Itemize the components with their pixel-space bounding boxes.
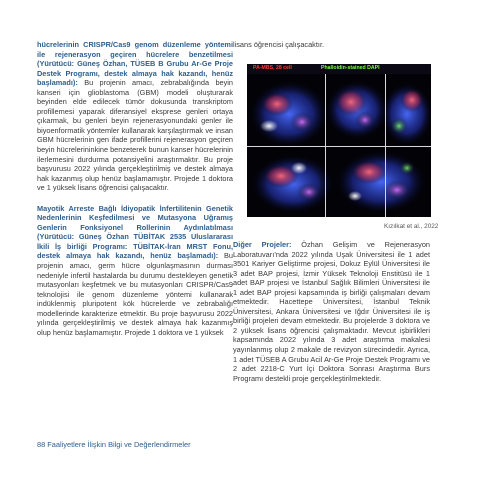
- left-column: [37, 40, 233, 337]
- right-column-bottom: [233, 240, 430, 383]
- project-body-glioblastoma: Bu projenin amacı, zebrabalığında beyin kanseri için glioblastoma (GBM) modeli oluşturarak beyinden elde edilecek tümör dokusunda transkriptom profillemesi yaparak diferansiyel eksprese genleri ortaya çıkarmak, bu genleri beyin rejenerasyonundaki genler ile biyoenformatik yöntemler kullanarak karşılaştırmak ve insan GBM hücrelerinin gen ifade profillerini rejenerasyon geçiren beyin hücrelerininkine benzeterek bunun kanser hücrelerinin ilerlemesini durdurma potansiyelini araştırmaktır. Bu proje başvurusu 2022 yılında gerçekleştirilmiş ve destek almaya hak kazanmış olup henüz başlamamıştır. Projede 1 doktora ve 1 yüksek lisans öğrencisi çalışacaktır.: [37, 78, 233, 193]
- figure-label-right: Phalloidin-stained DAPI: [321, 65, 380, 71]
- image-credit: Kızılkat et al., 2022: [384, 223, 439, 230]
- project-title-glioblastoma: hücrelerinin CRISPR/Cas9 genom düzenleme yöntemi ile rejenerasyon geçiren hücrelere benzetilmesi (Yürütücü: Güneş Özhan, TÜSEB B Grubu Ar-Ge Proje Destek Programı, destek almaya hak kazandı, henüz başlamadı):: [37, 40, 233, 88]
- page-footer: 88 Faaliyetlere İlişkin Bilgi ve Değerlendirmeler: [37, 440, 191, 449]
- figure-divider: [247, 146, 431, 147]
- project-body-infertility: Bu projenin amacı, germ hücre olgunlaşmasının durması nedeniyle infertil hastalarda bu durumu destekleyen genetik mutasyonları keşfetmek ve bu mutasyonları CRISPR/Cas9 teknolojisi ile genom düzenleme yöntemi kullanarak indüklenmiş pluripotent kök hücrelerde ve zebrabalığı modellerinde karakterize etmektir. Bu proje başvurusu 2022 yılında gerçekleştirilmiş ve destek almaya hak kazanmış olup henüz başlamamıştır. Projede 1 doktora ve 1 yüksek: [37, 251, 233, 337]
- microscopy-figure: [247, 64, 431, 217]
- project-body-other: Özhan Gelişim ve Rejenerasyon Laboratuvarı’nda 2022 yılında Uşak Üniversitesi ile 1 adet 3501 Kariyer Geliştirme projesi, Dokuz Eylül Üniversitesi ile 3 adet BAP projesi, İzmir Yüksek Teknoloji Enstitüsü ile 1 adet BAP projesi ve İstanbul Sağlık Bilimleri Üniversitesi ile 1 adet BAP projesi kapsamında iş birliği çalışmaları devam etmektedir. Hacettepe Üniversitesi, İstanbul Teknik Üniversitesi, Ankara Üniversitesi ve Iğdır Üniversitesi ile iş birliği projeleri devam etmektedir. Bu projelerde 3 doktora ve 2 yüksek lisans öğrencisi çalışmaktadır. Mevcut işbirlikleri kapsamında 2022 yılında 3 adet araştırma makalesi yayınlanmış olup 2 makale de revizyon sürecindedir. Ayrıca, 1 adet TÜSEB A Grubu Acil Ar-Ge Proje Destek Programı ve 2 adet 2218-C Yurt İçi Doktora Sonrası Araştırma Burs Programı destekli proje gerçekleştirilmektedir.: [233, 240, 430, 383]
- project-paragraph-glioblastoma: [37, 40, 233, 193]
- right-column-top: [233, 40, 430, 50]
- project-title-other: Diğer Projeler:: [233, 240, 292, 249]
- continued-line: lisans öğrencisi çalışacaktır.: [233, 40, 325, 49]
- project-paragraph-other: [233, 240, 430, 383]
- project-paragraph-infertility: [37, 204, 233, 338]
- project-title-infertility: Mayotik Arreste Bağlı İdiyopatik İnfertilitenin Genetik Nedenlerinin Keşfedilmesi ve Mutasyona Uğramış Genlerin Fonksiyonel Rollerinin Aydınlatılması (Yürütücü: Güneş Özhan TÜBİTAK 2535 Uluslararası İkili İş birliği Programı: TÜBİTAK-İran MRST Fonu, destek almaya hak kazandı, henüz başlamadı):: [37, 203, 233, 261]
- microscopy-image: [247, 64, 431, 217]
- figure-label-left: PA-MBS, 28 cell: [253, 65, 292, 71]
